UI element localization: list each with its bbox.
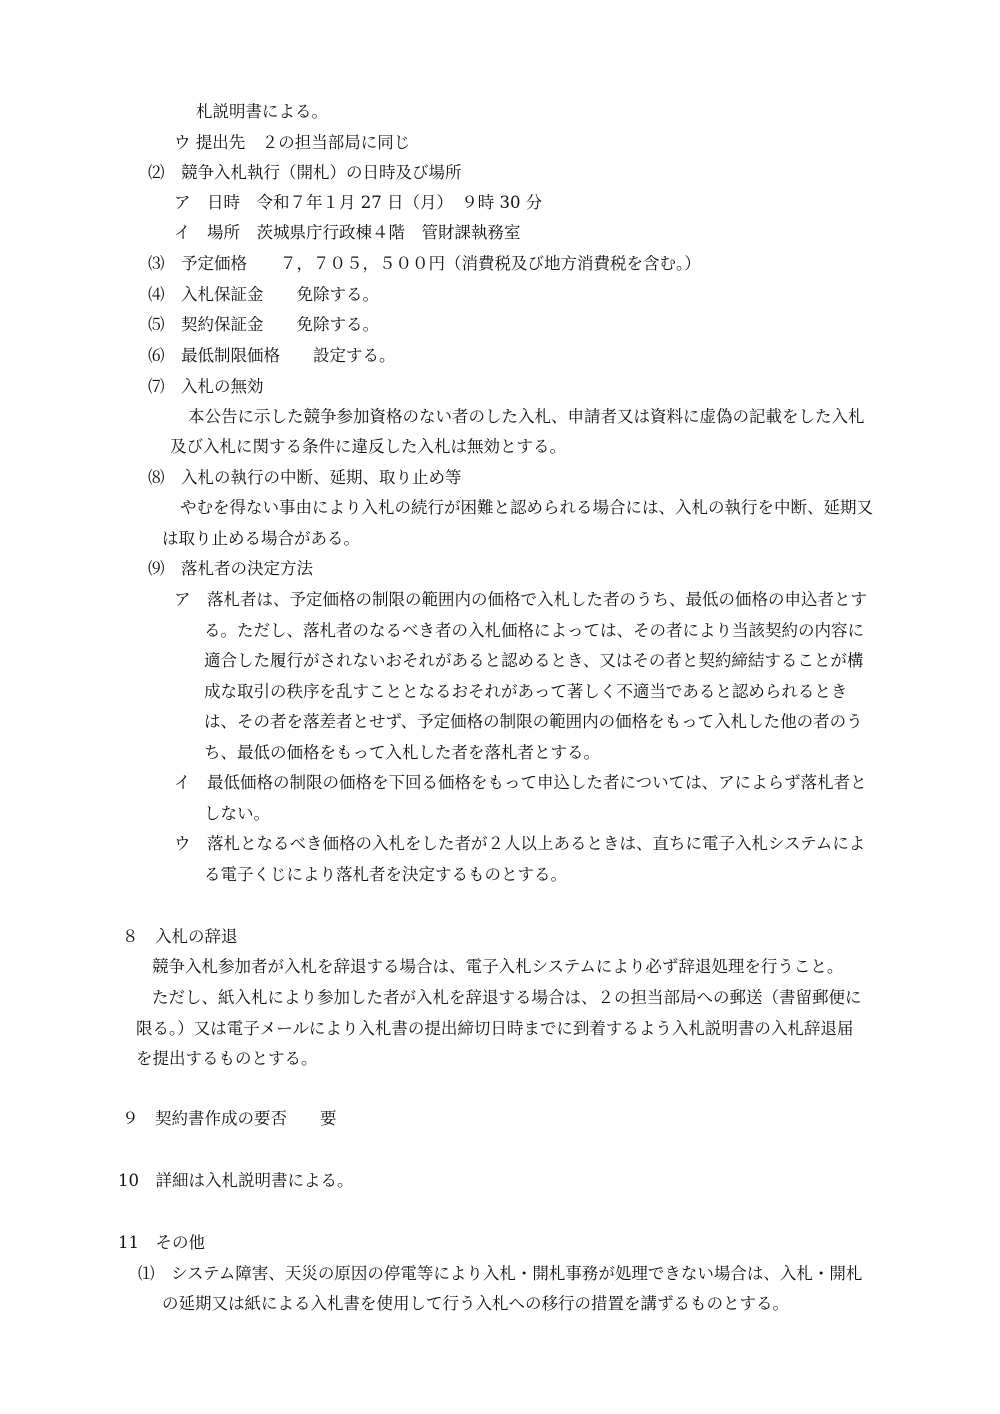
text-line: ⑷ 入札保証金 免除する。 bbox=[148, 285, 379, 304]
text-line: ⑶ 予定価格 ７，７０５，５００円（消費税及び地方消費税を含む。） bbox=[148, 254, 701, 273]
text-line: る。ただし、落札者のなるべき者の入札価格によっては、その者により当該契約の内容に bbox=[204, 621, 864, 640]
text-line: ⑴ システム障害、天災の原因の停電等により入札・開札事務が処理できない場合は、入札・開札 bbox=[138, 1264, 863, 1283]
text-line: は取り止める場合がある。 bbox=[162, 529, 360, 548]
text-line: は、その者を落差者とせず、予定価格の制限の範囲内の価格をもって入札した他の者のう bbox=[204, 712, 863, 731]
text-line: しない。 bbox=[204, 804, 270, 823]
text-line: を提出するものとする。 bbox=[136, 1049, 318, 1068]
section-heading: 11 その他 bbox=[118, 1233, 205, 1252]
text-line: の延期又は紙による入札書を使用して行う入札への移行の措置を講ずるものとする。 bbox=[162, 1294, 789, 1313]
section-heading: ９ 契約書作成の要否 要 bbox=[122, 1109, 337, 1128]
text-line: ち、最低の価格をもって入札した者を落札者とする。 bbox=[204, 743, 600, 762]
text-line: 適合した履行がされないおそれがあると認めるとき、又はその者と契約締結することが構 bbox=[204, 651, 864, 670]
text-line: ⑻ 入札の執行の中断、延期、取り止め等 bbox=[148, 468, 462, 487]
text-line: る電子くじにより落札者を決定するものとする。 bbox=[204, 865, 567, 884]
text-line: ⑸ 契約保証金 免除する。 bbox=[148, 315, 379, 334]
text-line: 札説明書による。 bbox=[196, 102, 328, 121]
text-line: ⑼ 落札者の決定方法 bbox=[148, 559, 313, 578]
text-line: イ 最低価格の制限の価格を下回る価格をもって申込した者については、アによらず落札者と bbox=[174, 773, 867, 792]
text-line: ⑺ 入札の無効 bbox=[148, 377, 264, 396]
text-line: 成な取引の秩序を乱すこととなるおそれがあって著しく不適当であると認められるとき bbox=[204, 682, 848, 701]
text-line: ⑹ 最低制限価格 設定する。 bbox=[148, 346, 396, 365]
text-line: やむを得ない事由により入札の続行が困難と認められる場合には、入札の執行を中断、延期又 bbox=[180, 498, 873, 517]
text-line: ⑵ 競争入札執行（開札）の日時及び場所 bbox=[148, 163, 462, 182]
text-line: 本公告に示した競争参加資格のない者のした入札、申請者又は資料に虚偽の記載をした入札 bbox=[188, 407, 865, 426]
text-line: ウ 落札となるべき価格の入札をした者が２人以上あるときは、直ちに電子入札システムによ bbox=[174, 834, 866, 853]
text-line: 限る。）又は電子メールにより入札書の提出締切日時までに到着するよう入札説明書の入札辞退届 bbox=[136, 1019, 854, 1038]
text-line: ただし、紙入札により参加した者が入札を辞退する場合は、２の担当部局への郵送（書留郵便に bbox=[152, 988, 862, 1007]
text-line: ア 落札者は、予定価格の制限の範囲内の価格で入札した者のうち、最低の価格の申込者とす bbox=[174, 590, 867, 609]
section-heading: ８ 入札の辞退 bbox=[122, 927, 238, 946]
text-line: ウ 提出先 ２の担当部局に同じ bbox=[174, 133, 411, 152]
text-line: 競争入札参加者が入札を辞退する場合は、電子入札システムにより必ず辞退処理を行うこと。 bbox=[152, 957, 844, 976]
text-line: イ 場所 茨城県庁行政棟４階 管財課執務室 bbox=[174, 223, 521, 242]
section-heading: 10 詳細は入札説明書による。 bbox=[118, 1171, 354, 1190]
text-line: ア 日時 令和７年１月 27 日（月） ９時 30 分 bbox=[174, 193, 543, 212]
text-line: 及び入札に関する条件に違反した入札は無効とする。 bbox=[170, 437, 566, 456]
